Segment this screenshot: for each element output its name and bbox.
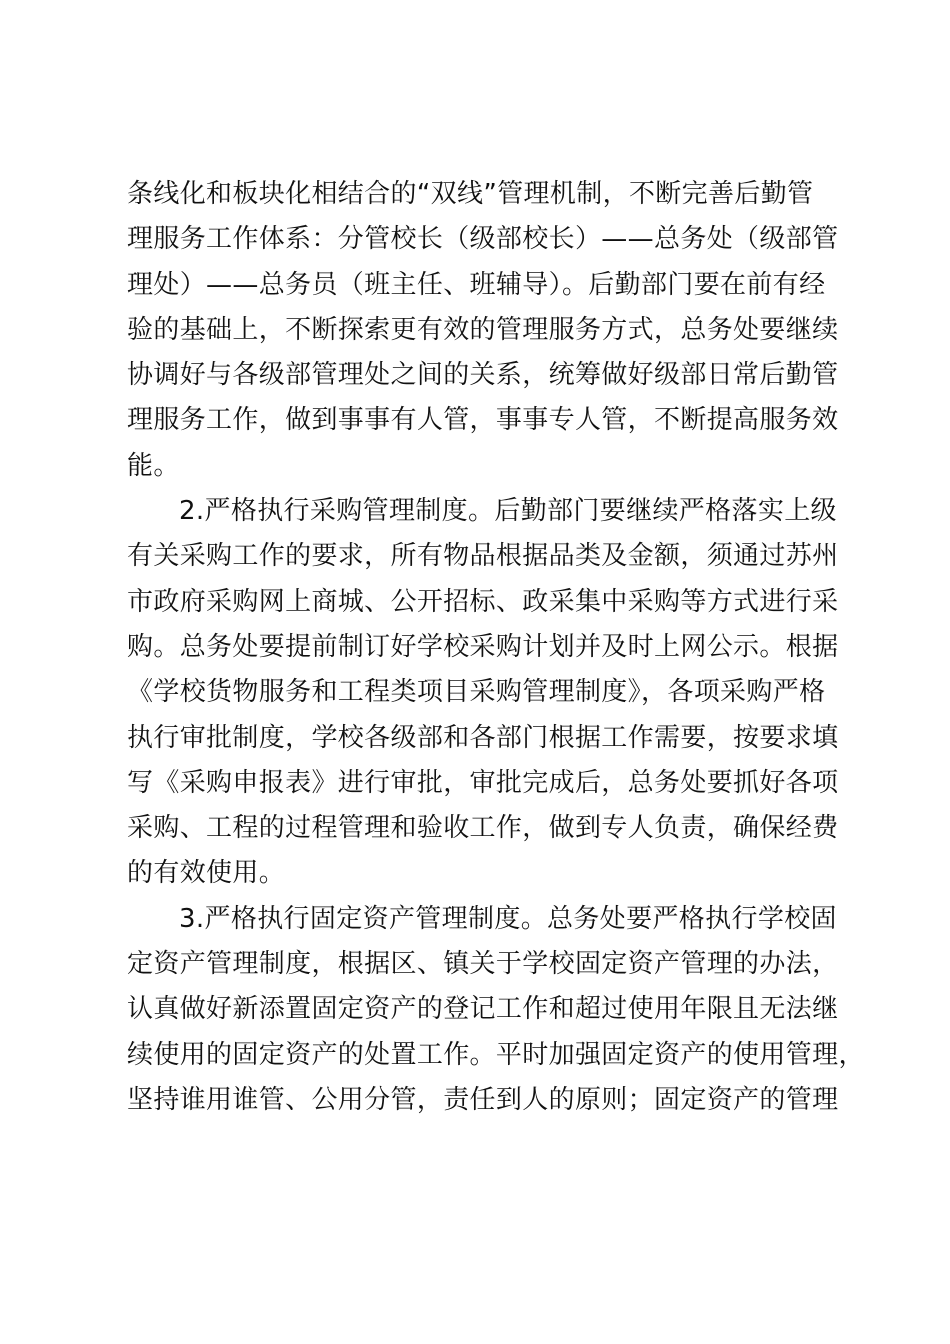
paragraph-3-line-3: 认真做好新添置固定资产的登记工作和超过使用年限且无法继 xyxy=(127,994,839,1025)
paragraph-3-line-2: 定资产管理制度，根据区、镇关于学校固定资产管理的办法， xyxy=(127,949,839,980)
paragraph-2-line-8: 采购、工程的过程管理和验收工作，做到专人负责，确保经费 xyxy=(127,813,839,844)
paragraph-2-line-1: 2.严格执行采购管理制度。后勤部门要继续严格落实上级 xyxy=(179,496,837,527)
paragraph-2-line-2: 有关采购工作的要求，所有物品根据品类及金额，须通过苏州 xyxy=(127,541,839,572)
paragraph-2-line-6: 执行审批制度，学校各级部和各部门根据工作需要，按要求填 xyxy=(127,722,839,753)
paragraph-2-line-5: 《学校货物服务和工程类项目采购管理制度》，各项采购严格 xyxy=(127,677,826,708)
paragraph-1-line-5: 协调好与各级部管理处之间的关系，统筹做好级部日常后勤管 xyxy=(127,360,839,391)
paragraph-3-line-5: 坚持谁用谁管、公用分管，责任到人的原则；固定资产的管理 xyxy=(127,1084,839,1115)
paragraph-1-line-4: 验的基础上，不断探索更有效的管理服务方式，总务处要继续 xyxy=(127,314,839,345)
paragraph-1-line-2: 理服务工作体系：分管校长（级部校长）——总务处（级部管 xyxy=(127,224,839,255)
paragraph-1-line-3: 理处）——总务员（班主任、班辅导）。后勤部门要在前有经 xyxy=(127,269,826,300)
paragraph-2-line-4: 购。总务处要提前制订好学校采购计划并及时上网公示。根据 xyxy=(127,631,839,662)
paragraph-2-line-9: 的有效使用。 xyxy=(127,858,286,889)
paragraph-2-line-7: 写《采购申报表》进行审批，审批完成后，总务处要抓好各项 xyxy=(127,767,839,798)
paragraph-2-line-3: 市政府采购网上商城、公开招标、政采集中采购等方式进行采 xyxy=(127,586,839,617)
paragraph-3-line-1: 3.严格执行固定资产管理制度。总务处要严格执行学校固 xyxy=(179,903,837,934)
paragraph-1-line-1: 条线化和板块化相结合的“双线”管理机制，不断完善后勤管 xyxy=(127,179,814,209)
paragraph-3-line-4: 续使用的固定资产的处置工作。平时加强固定资产的使用管理， xyxy=(127,1039,865,1070)
document-body xyxy=(127,172,865,1123)
paragraph-1-line-6: 理服务工作，做到事事有人管，事事专人管，不断提高服务效 xyxy=(127,405,839,436)
paragraph-1-line-7: 能。 xyxy=(127,450,180,481)
